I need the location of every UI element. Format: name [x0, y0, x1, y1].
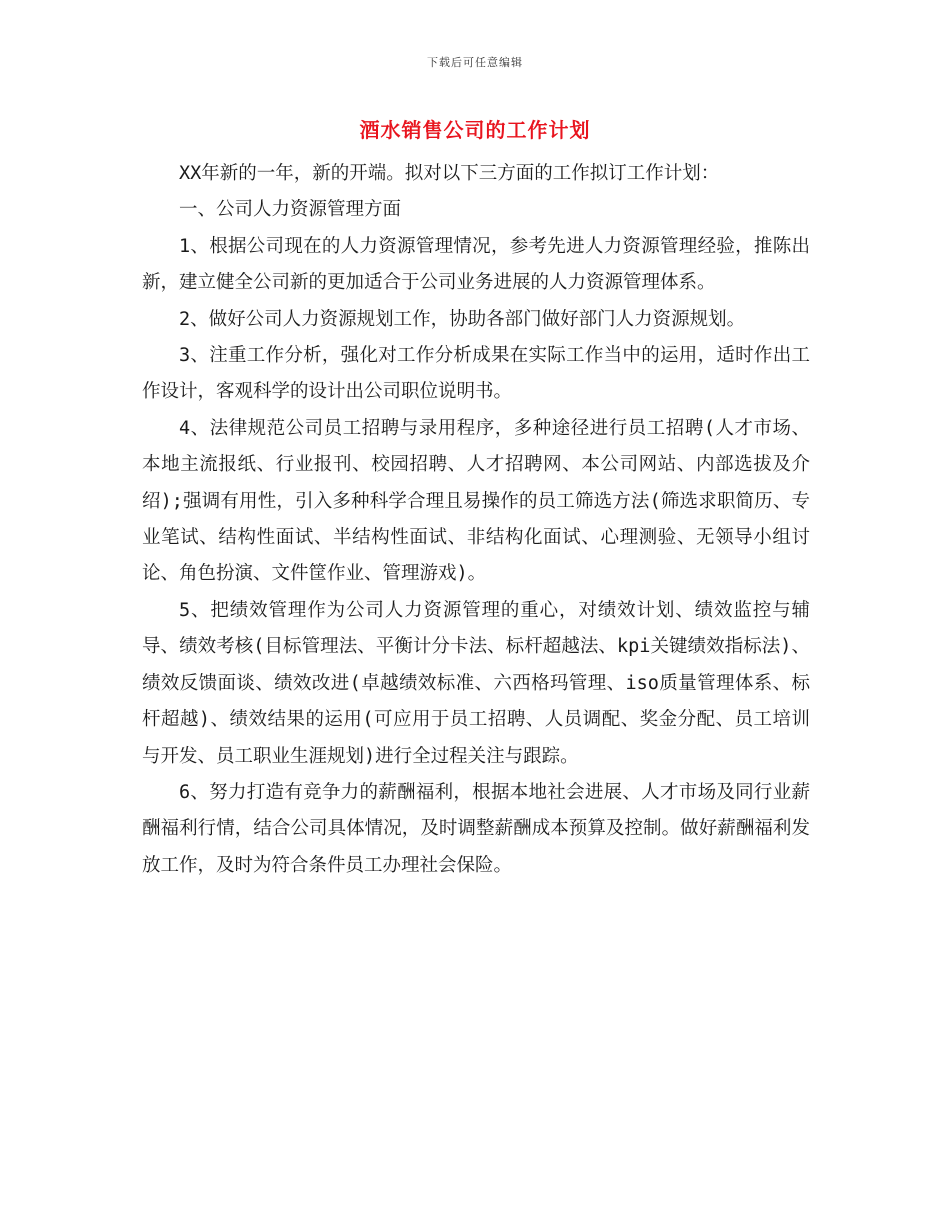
header-note: 下载后可任意编辑 — [427, 56, 523, 69]
paragraph-intro: XX年新的一年，新的开端。拟对以下三方面的工作拟订工作计划： — [179, 163, 720, 184]
document-title: 酒水销售公司的工作计划 — [359, 118, 591, 142]
paragraph-item-3: 3、注重工作分析，强化对工作分析成果在实际工作当中的运用，适时作出工作设计，客观科学的设计出公司职位说明书。 — [142, 345, 810, 403]
paragraph-item-2: 2、做好公司人力资源规划工作，协助各部门做好部门人力资源规划。 — [179, 308, 746, 330]
section-heading: 一、公司人力资源管理方面 — [179, 199, 402, 221]
paragraph-item-4: 4、法律规范公司员工招聘与录用程序，多种途径进行员工招聘(人才市场、本地主流报纸、行业报刊、校园招聘、人才招聘网、本公司网站、内部选拔及介绍);强调有用性，引入多种科学合理且易操作的员工筛选方法(筛选求职简历、专业笔试、结构性面试、半结构性面试、非结构化面试、心理测验、无领导小组讨论、角色扮演、文件筐作业、管理游戏)。 — [142, 417, 810, 585]
paragraph-item-5: 5、把绩效管理作为公司人力资源管理的重心，对绩效计划、绩效监控与辅导、绩效考核(目标管理法、平衡计分卡法、标杆超越法、kpi关键绩效指标法)、绩效反馈面谈、绩效改进(卓越绩效标准、六西格玛管理、iso质量管理体系、标杆超越)、绩效结果的运用(可应用于员工招聘、人员调配、奖金分配、员工培训与开发、员工职业生涯规划)进行全过程关注与跟踪。 — [142, 599, 810, 767]
paragraph-item-1: 1、根据公司现在的人力资源管理情况，参考先进人力资源管理经验，推陈出新，建立健全公司新的更加适合于公司业务进展的人力资源管理体系。 — [142, 235, 810, 294]
paragraph-item-6: 6、努力打造有竞争力的薪酬福利，根据本地社会进展、人才市场及同行业薪酬福利行情，结合公司具体情况，及时调整薪酬成本预算及控制。做好薪酬福利发放工作，及时为符合条件员工办理社会保险。 — [142, 781, 810, 876]
document-body — [142, 156, 810, 884]
